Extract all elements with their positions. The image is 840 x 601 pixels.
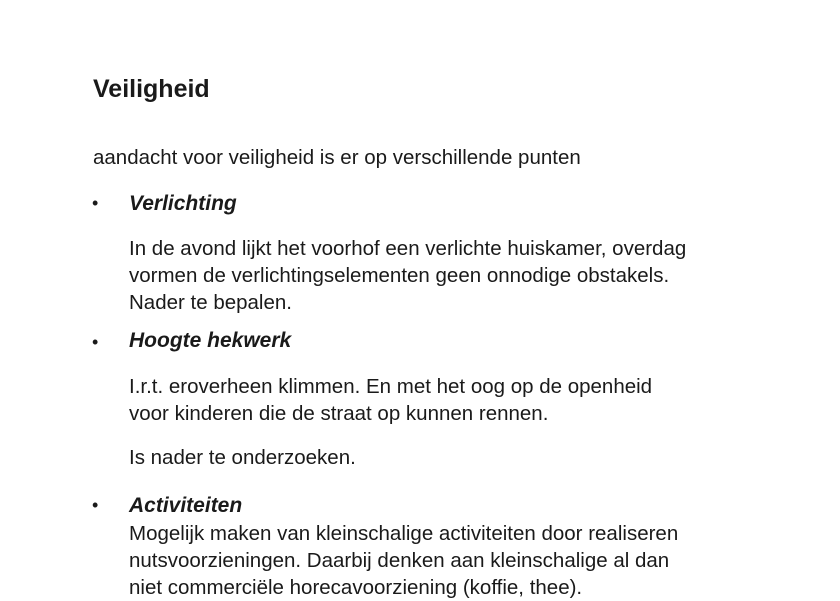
text-line: vormen de verlichtingselementen geen onnodige obstakels.	[129, 264, 670, 287]
text-line: Nader te bepalen.	[129, 291, 292, 314]
section-note-hoogte-hekwerk: Is nader te onderzoeken.	[129, 446, 356, 469]
text-line: niet commerciële horecavoorziening (koffie, thee).	[129, 576, 583, 599]
text-line: Mogelijk maken van kleinschalige activiteiten door realiseren	[129, 522, 679, 545]
text-line: In de avond lijkt het voorhof een verlichte huiskamer, overdag	[129, 237, 687, 260]
bullet-marker: •	[92, 495, 99, 515]
text-line: voor kinderen die de straat op kunnen rennen.	[129, 402, 549, 425]
text-line: I.r.t. eroverheen klimmen. En met het oog op de openheid	[129, 375, 653, 398]
section-heading-activiteiten: Activiteiten	[129, 494, 243, 517]
section-heading-verlichting: Verlichting	[129, 192, 237, 215]
text-line: nutsvoorzieningen. Daarbij denken aan kleinschalige al dan	[129, 549, 670, 572]
bullet-marker: •	[92, 332, 99, 352]
intro-text: aandacht voor veiligheid is er op verschillende punten	[93, 146, 581, 169]
section-text-hoogte-hekwerk	[129, 373, 652, 427]
section-heading-hoogte-hekwerk: Hoogte hekwerk	[129, 329, 292, 352]
page-title: Veiligheid	[93, 75, 210, 103]
section-text-activiteiten	[129, 520, 678, 601]
bullet-marker: •	[92, 193, 99, 213]
section-text-verlichting	[129, 235, 686, 316]
